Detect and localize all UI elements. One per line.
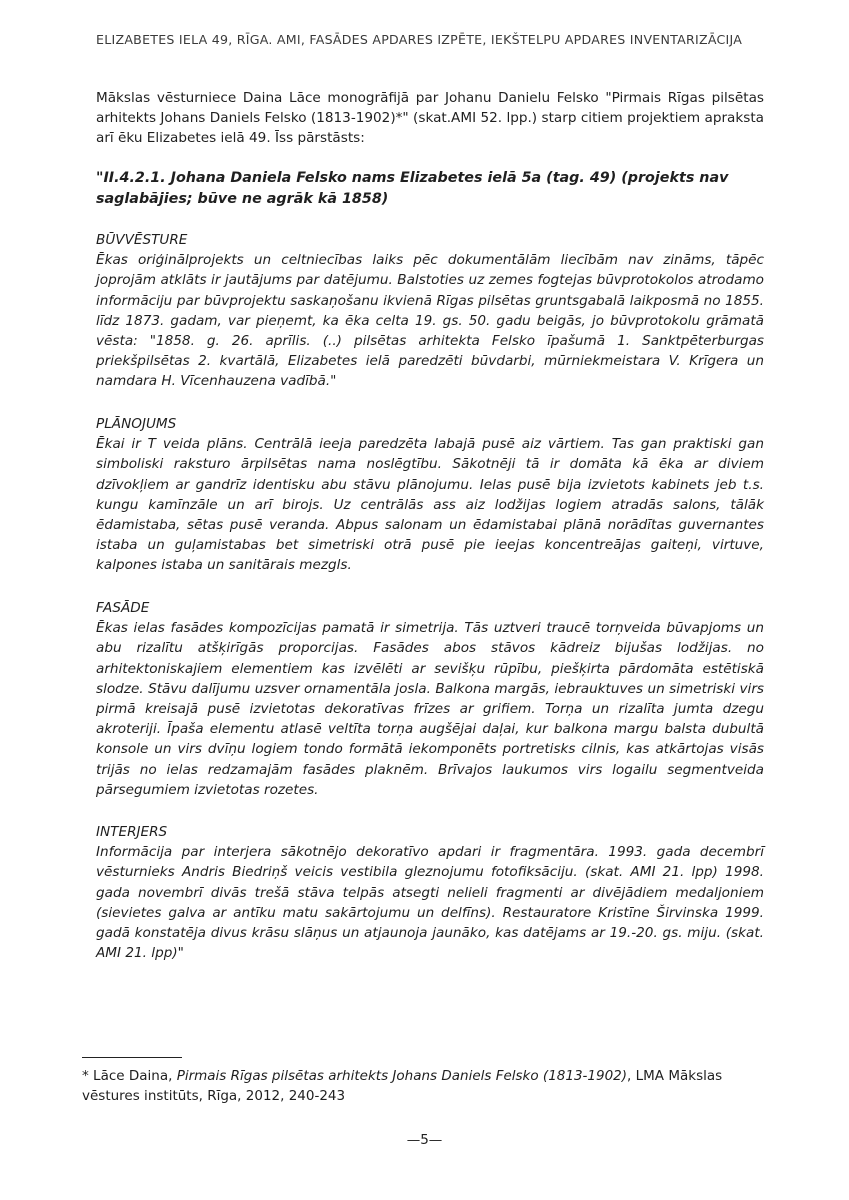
footnote [82,1066,772,1106]
section-heading: BŪVVĒSTURE [96,232,188,248]
section-heading: FASĀDE [96,600,150,616]
section-text: Ēkas oriģinālprojekts un celtniecības laiks pēc dokumentālām liecībām nav zināms, tāpēc joprojām atklāts ir jautājums par datējumu. Balstoties uz zemes fogtejas būvprotokolos atrodamo informāciju par būvprojektu saskaņošanu ikvienā Rīgas pilsētas gruntsgabalā laikposmā no 1855. līdz 1873. gadam, var pieņemt, ka ēka celta 19. gs. 50. gadu beigās, jo būvprotokolu grāmatā vēsta: "1858. g. 26. aprīlis. (..) pilsētas arhitekta Felsko īpašumā 1. Sanktpēterburgas priekšpilsētas 2. kvartālā, Elizabetes ielā paredzēti būvdarbi, mūrniekmeistara V. Krīgera un namdara H. Vīcenhauzena vadībā." [96,252,764,390]
section-text: Ēkai ir T veida plāns. Centrālā ieeja paredzēta labajā pusē aiz vārtiem. Tas gan praktiski gan simboliski raksturo ārpilsētas nama noslēgtību. Sākotnēji tā ir domāta kā ēka ar diviem dzīvokļiem ar gandrīz identisku abu stāvu plānojumu. Ielas pusē bija izvietots kabinets jeb t.s. kungu kamīnzāle un arī birojs. Uz centrālās ass aiz lodžijas logiem atradās salons, tālāk ēdamistaba, sētas pusē veranda. Abpus salonam un ēdamistabai plānā norādītas guvernantes istaba un guļamistabas bet simetriski otrā pusē pie ieejas koncentreājas gaiteņi, virtuve, kalpones istaba un sanitārais mezgls. [96,436,764,574]
footnote-book-title: Pirmais Rīgas pilsētas arhitekts Johans Daniels Felsko (1813-1902) [176,1068,628,1084]
footnote-divider [82,1057,182,1058]
section-facade [96,598,764,800]
running-header: ELIZABETES IELA 49, RĪGA. AMI, FASĀDES APDARES IZPĒTE, IEKŠTELPU APDARES INVENTARIZĀCIJA [96,32,743,47]
footnote-prefix: * Lāce Daina, [82,1068,177,1084]
intro-paragraph: Mākslas vēsturniece Daina Lāce monogrāfijā par Johanu Danielu Felsko "Pirmais Rīgas pilsētas arhitekts Johans Daniels Felsko (1813-1902)*" (skat.AMI 52. lpp.) starp citiem projektiem apraksta arī ēku Elizabetes ielā 49. Īss pārstāsts: [96,90,764,147]
quoted-section-title: "II.4.2.1. Johana Daniela Felsko nams Elizabetes ielā 5a (tag. 49) (projekts nav saglabājies; būve ne agrāk kā 1858) [96,170,729,207]
section-building-history [96,230,764,392]
section-text: Ēkas ielas fasādes kompozīcijas pamatā ir simetrija. Tās uztveri traucē torņveida būvapjoms un abu rizalītu atšķirīgās proporcijas. Fasādes abos stāvos kādreiz bijušas lodžijas. no arhitektoniskajiem elementiem kas izvēlēti ar sevišķu rūpību, piešķirta pārdomāta estētiskā slodze. Stāvu dalījumu uzsver ornamentāla josla. Balkona margās, iebrauktuves un simetriski virs pirmā kreisajā pusē izvietotas dekoratīvas frīzes ar grifiem. Torņa un rizalīta jumta dzegu akroteriji. Īpaša elementu atlasē veltīta torņa augšējai daļai, kur balkona margu balsta dubultā konsole un virs dvīņu logiem tondo formātā iekomponēts portretisks cilnis, kas atkārtojas visās trijās no ielas redzamajām fasādes plaknēm. Brīvajos laukumos virs logailu segmentveida pārsegumiem izvietotas rozetes. [96,620,764,798]
section-interior [96,822,764,963]
page-number: —5— [406,1132,443,1148]
section-plan [96,414,764,576]
section-heading: INTERJERS [96,824,168,840]
section-heading: PLĀNOJUMS [96,416,177,432]
footnote-suffix: , LMA Mākslas vēstures institūts, Rīga, 2012, 240-243 [82,1068,723,1104]
section-text: Informācija par interjera sākotnējo dekoratīvo apdari ir fragmentāra. 1993. gada decembrī vēsturnieks Andris Biedriņš veicis vestibila gleznojumu fotofiksāciju. (skat. AMI 21. lpp) 1998. gada novembrī divās trešā stāva telpās atsegti nelieli fragmenti ar divējādiem medaljoniem (sievietes galva ar antīku matu sakārtojumu un delfīns). Restauratore Kristīne Širvinska 1999. gadā konstatēja divus krāsu slāņus un atjaunoja jaunāko, kas datējams ar 19.-20. gs. miju. (skat. AMI 21. lpp)" [96,844,764,962]
